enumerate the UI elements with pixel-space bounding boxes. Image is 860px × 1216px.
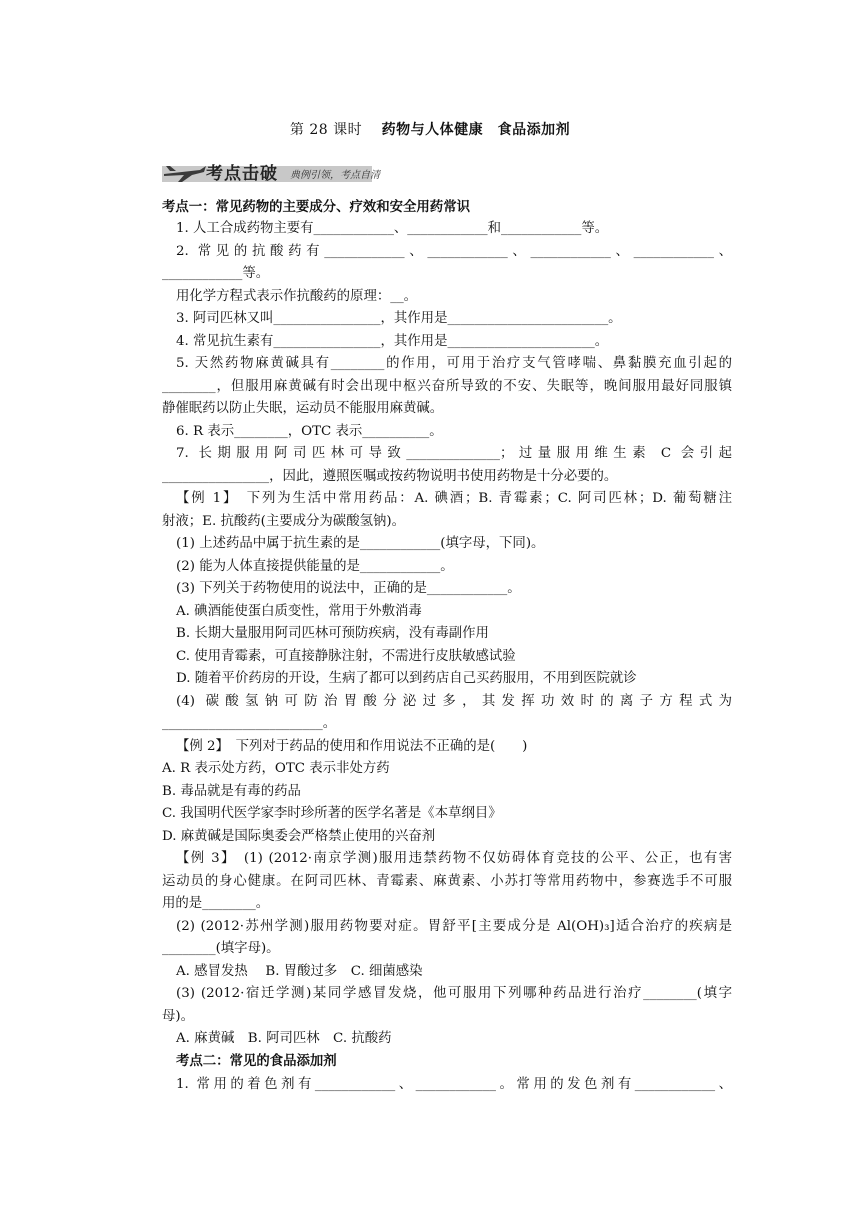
text-line: ________(填字母)。 [162,941,280,956]
option-b: B. 毒品就是有毒的药品 [162,784,301,799]
banner-subtitle: 典例引领，考点自清 [290,170,380,181]
option-b: B. 长期大量服用阿司匹林可预防疾病，没有毒副作用 [176,626,489,641]
text-line: 1. 人工合成药物主要有____________、____________和____________等。 [176,221,609,236]
banner-title: 考点击破 [206,164,278,184]
options-row: A. 麻黄碱 B. 阿司匹林 C. 抗酸药 [176,1031,392,1046]
text-line: 用化学方程式表示作抗酸药的原理：__。 [176,289,418,304]
lesson-number: 第 28 课时 [289,122,363,138]
section-heading-1: 考点一：常见药物的主要成分、疗效和安全用药常识 [162,200,470,215]
text-line: 用的是________。 [162,896,270,911]
text-line: ________________，因此，遵照医嘱或按药物说明书使用药物是十分必要的。 [162,469,618,484]
example-1-stem: 【例 1】 下列为生活中常用药品：A. 碘酒；B. 青霉素；C. 阿司匹林；D. 葡萄糖注 [176,491,732,506]
option-c: C. 我国明代医学家李时珍所著的医学名著是《本草纲目》 [162,806,502,821]
text-line: 母)。 [162,1009,195,1024]
text-line: (2) 能为人体直接提供能量的是____________。 [176,559,454,574]
option-d: D. 麻黄碱是国际奥委会严格禁止使用的兴奋剂 [162,829,436,844]
option-a: A. 碘酒能使蛋白质变性，常用于外敷消毒 [176,604,422,619]
text-line: (3) (2012·宿迁学测)某同学感冒发烧，他可服用下列哪种药品进行治疗________(填字 [176,986,732,1001]
text-line: 5. 天然药物麻黄碱具有________的作用，可用于治疗支气管哮喘、鼻黏膜充血引起的 [176,356,732,371]
text-line: (1) 上述药品中属于抗生素的是____________(填字母，下同)。 [176,536,545,551]
text-line: (3) 下列关于药物使用的说法中，正确的是____________。 [176,581,521,596]
lesson-topic: 药物与人体健康 食品添加剂 [381,122,571,138]
example-2-stem: 【例 2】 下列对于药品的使用和作用说法不正确的是( ) [176,739,528,754]
option-c: C. 使用青霉素，可直接静脉注射，不需进行皮肤敏感试验 [176,649,516,664]
text-line: (2) (2012·苏州学测)服用药物要对症。胃舒平[主要成分是 Al(OH)₃]适合治疗的疾病是 [176,919,732,934]
example-3-stem: 【例 3】 (1) (2012·南京学测)服用违禁药物不仅妨碍体育竞技的公平、公正，也有害 [176,851,732,866]
text-line: (4) 碳酸氢钠可防治胃酸分泌过多，其发挥功效时的离子方程式为 [176,694,732,709]
text-line: 2. 常见的抗酸药有____________、____________、____________、____________、 [176,244,732,259]
text-line: ____________等。 [162,266,270,281]
text-line: 运动员的身心健康。在阿司匹林、青霉素、麻黄素、小苏打等常用药物中，参赛选手不可服 [162,874,732,889]
options-row: A. 感冒发热 B. 胃酸过多 C. 细菌感染 [176,964,423,979]
text-line: 1. 常用的着色剂有____________、____________。常用的发色剂有____________、 [176,1077,732,1092]
text-line: ________________________。 [162,716,337,731]
text-line: 4. 常见抗生素有________________，其作用是______________________。 [176,334,609,349]
text-line: 6. R 表示________，OTC 表示__________。 [176,424,443,439]
option-d: D. 随着平价药房的开设，生病了都可以到药店自己买药服用，不用到医院就诊 [176,671,637,686]
text-line: 射液；E. 抗酸药(主要成分为碳酸氢钠)。 [162,514,405,529]
text-line: ________，但服用麻黄碱有时会出现中枢兴奋所导致的不安、失眠等，晚间服用最好同服镇 [162,379,732,394]
option-a: A. R 表示处方药，OTC 表示非处方药 [162,761,390,776]
text-line: 7. 长期服用阿司匹林可导致______________；过量服用维生素 C 会引起 [176,446,732,461]
section-banner [162,158,412,186]
section-heading-2: 考点二：常见的食品添加剂 [176,1054,337,1069]
airplane-icon [162,158,208,184]
page-title [0,119,860,139]
text-line: 3. 阿司匹林又叫________________，其作用是________________________。 [176,311,622,326]
text-line: 静催眠药以防止失眠，运动员不能服用麻黄碱。 [162,401,444,416]
